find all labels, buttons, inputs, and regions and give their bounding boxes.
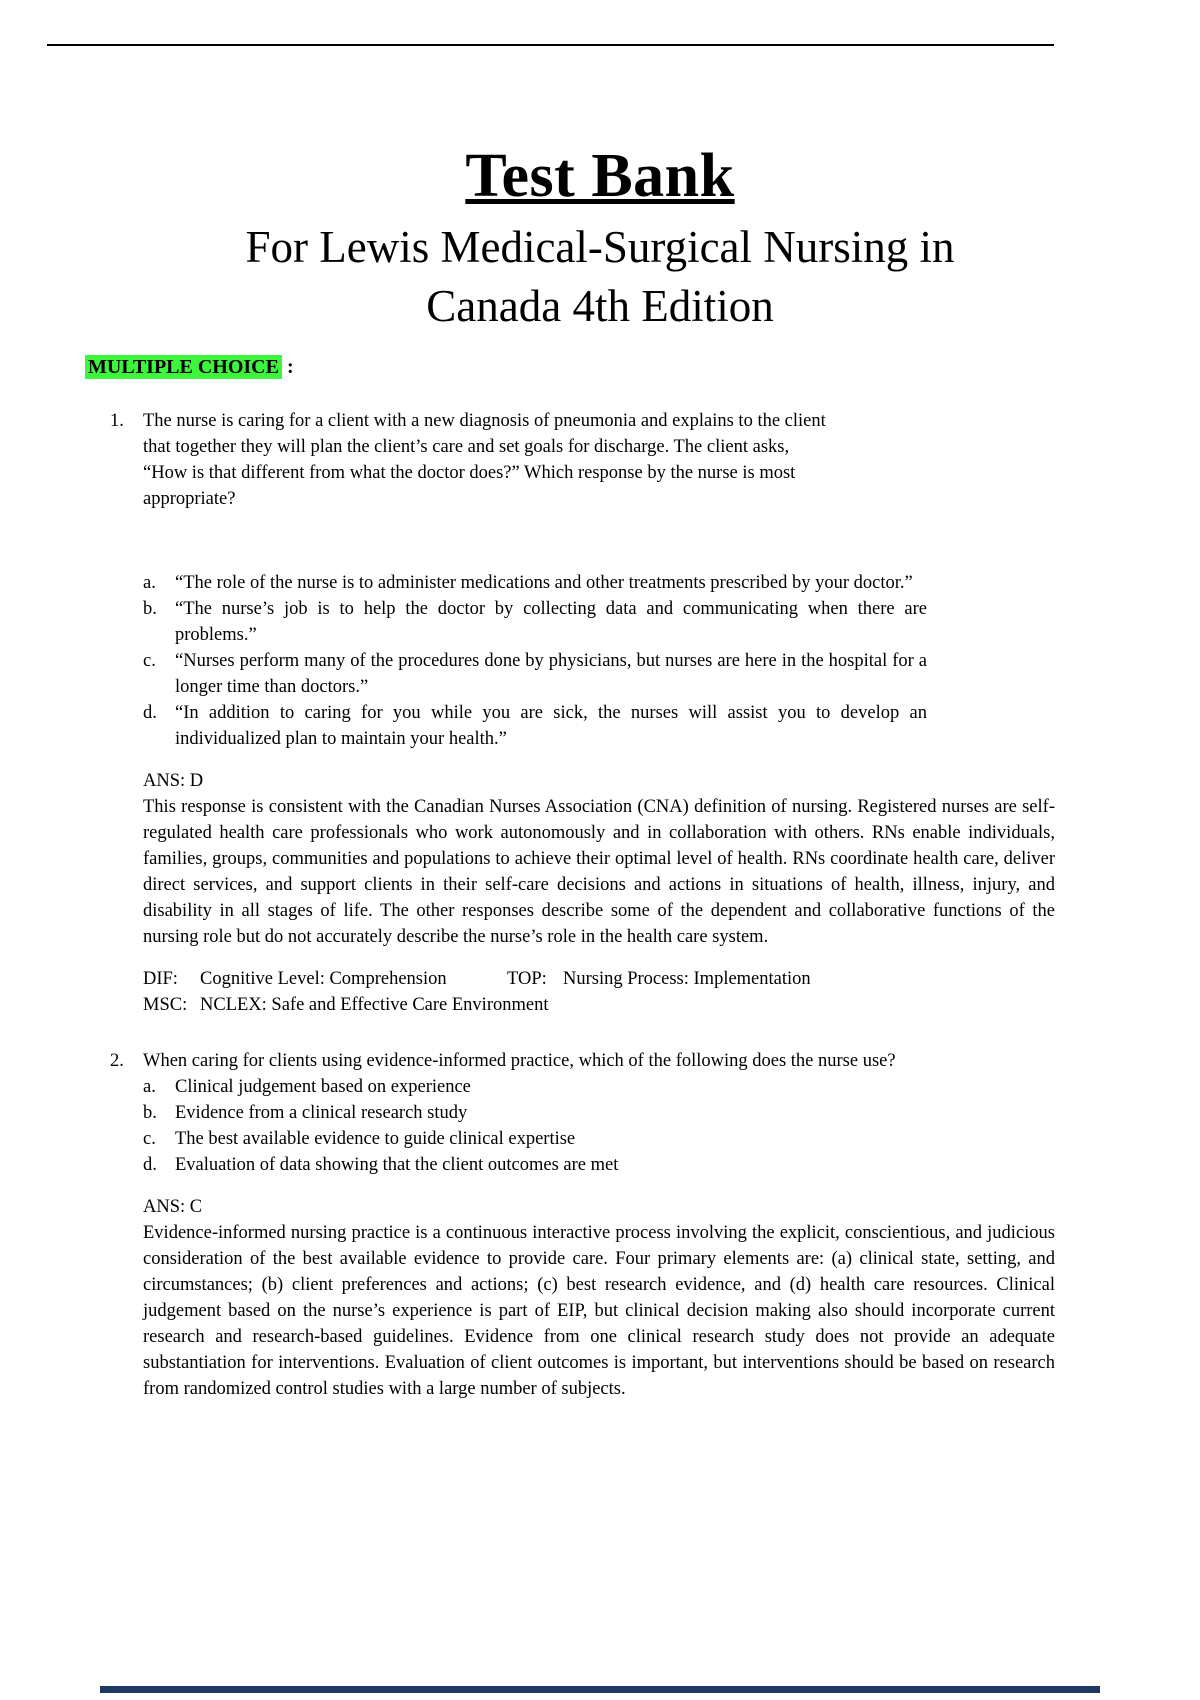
option-text: “In addition to caring for you while you are sick, the nurses will assist you to develop an individualized plan to maintain your health.”: [175, 703, 927, 750]
answer-label: ANS:: [143, 1197, 186, 1218]
option-text: “The role of the nurse is to administer medications and other treatments prescribed by your doctor.”: [175, 573, 913, 594]
option-row: [143, 570, 1200, 596]
question-2: [0, 1048, 1200, 1402]
rationale-text: This response is consistent with the Canadian Nurses Association (CNA) definition of nursing. Registered nurses are self-regulated health care professionals who work autonomously and in collaboration with others. RNs enable individuals, families, groups, communities and populations to achieve their optimal level of health. RNs coordinate health care, deliver direct services, and support clients in their self-care decisions and actions in situations of health, illness, injury, and disability in all stages of life. The other responses describe some of the dependent and collaborative functions of the nursing role but do not accurately describe the nurse’s role in the health care system.: [143, 797, 1055, 948]
question-1-stem: The nurse is caring for a client with a new diagnosis of pneumonia and explains to the client that together they will plan the client’s care and set goals for discharge. The client asks, “How is that different from what the doctor does?” Which response by the nurse is most appropriate?: [143, 411, 826, 510]
answer-line: [143, 1194, 1200, 1220]
option-row: [143, 1152, 1200, 1178]
option-letter: b.: [143, 599, 157, 620]
subtitle-line-1: For Lewis Medical-Surgical Nursing in: [245, 222, 955, 273]
questions-content: [0, 408, 1200, 1402]
answer-value: C: [189, 1197, 203, 1218]
msc-value: NCLEX: Safe and Effective Care Environment: [200, 995, 549, 1016]
question-1: [0, 408, 1200, 1018]
option-row: [143, 1074, 1200, 1100]
question-1-number: 1.: [110, 411, 124, 432]
option-row: [143, 1100, 1200, 1126]
option-text: “The nurse’s job is to help the doctor by collecting data and communicating when there are problems.”: [175, 599, 927, 646]
option-letter: d.: [143, 1155, 157, 1176]
option-letter: a.: [143, 1077, 156, 1098]
question-2-head: [110, 1048, 1200, 1074]
option-text: The best available evidence to guide clinical expertise: [175, 1129, 576, 1150]
option-text: Evidence from a clinical research study: [175, 1103, 468, 1124]
rationale-text: Evidence-informed nursing practice is a continuous interactive process involving the explicit, conscientious, and judicious consideration of the best available evidence to provide care. Four primary elements are: (a) clinical state, setting, and circumstances; (b) client preferences and actions; (c) best research evidence, and (d) health care resources. Clinical judgement based on the nurse’s experience is part of EIP, but clinical decision making also should incorporate current research and research-based guidelines. Evidence from one clinical research study does not provide an adequate substantiation for interventions. Evaluation of client outcomes is important, but interventions should be based on research from randomized control studies with a large number of subjects.: [143, 1223, 1055, 1400]
dif-value: Cognitive Level: Comprehension: [200, 969, 447, 990]
document-subtitle: [72, 218, 1128, 335]
option-text: “Nurses perform many of the procedures done by physicians, but nurses are here in the hospital for a longer time than doctors.”: [175, 651, 927, 698]
section-heading-highlight: MULTIPLE CHOICE: [85, 355, 282, 379]
answer-value: D: [189, 771, 204, 792]
document-header: [72, 0, 1128, 335]
option-text: Clinical judgement based on experience: [175, 1077, 471, 1098]
option-row: [143, 648, 1200, 700]
option-text: Evaluation of data showing that the client outcomes are met: [175, 1155, 619, 1176]
answer-line: [143, 768, 1200, 794]
question-1-options: [143, 570, 1200, 752]
question-1-head: [110, 408, 1200, 512]
dif-label: DIF:: [143, 969, 178, 990]
bottom-page-divider: [100, 1686, 1100, 1693]
top-value: Nursing Process: Implementation: [563, 969, 811, 990]
option-letter: c.: [143, 1129, 156, 1150]
section-heading-suffix: :: [286, 356, 294, 379]
question-2-options: [143, 1074, 1200, 1178]
option-row: [143, 700, 1200, 752]
answer-label: ANS:: [143, 771, 186, 792]
option-row: [143, 1126, 1200, 1152]
meta-line-dif-top: [143, 966, 1200, 992]
subtitle-line-2: Canada 4th Edition: [426, 280, 774, 331]
meta-line-msc: [143, 992, 1200, 1018]
top-label: TOP:: [507, 969, 547, 990]
question-2-stem: When caring for clients using evidence-informed practice, which of the following does the nurse use?: [143, 1051, 896, 1072]
document-title: [72, 142, 1128, 210]
option-letter: d.: [143, 703, 157, 724]
question-2-number: 2.: [110, 1051, 124, 1072]
option-letter: c.: [143, 651, 156, 672]
msc-label: MSC:: [143, 995, 188, 1016]
document-title-text: Test Bank: [465, 142, 735, 210]
option-letter: a.: [143, 573, 156, 594]
option-letter: b.: [143, 1103, 157, 1124]
option-row: [143, 596, 1200, 648]
section-heading: [85, 355, 1200, 380]
top-divider: [47, 44, 1054, 46]
